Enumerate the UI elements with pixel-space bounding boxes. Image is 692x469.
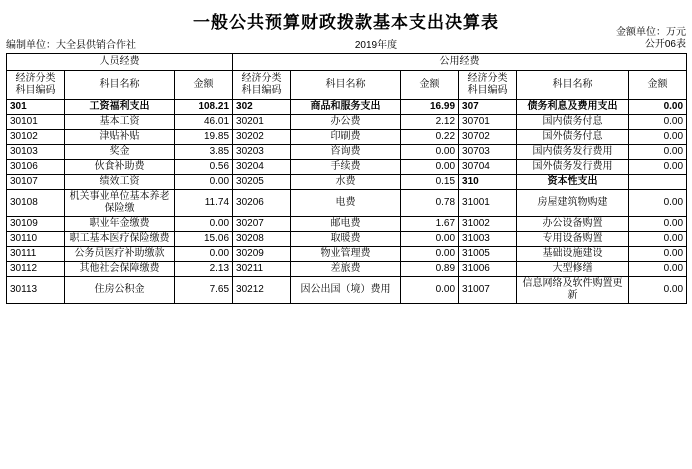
fiscal-year: 2019年度 — [354, 40, 398, 51]
cell-c4: 30208 — [233, 232, 291, 247]
cell-c6: 0.78 — [401, 190, 459, 217]
cell-c3: 19.85 — [175, 130, 233, 145]
cell-c6: 0.00 — [401, 247, 459, 262]
amount-unit: 金额单位：万元 — [616, 27, 686, 38]
cell-c1: 30102 — [7, 130, 65, 145]
cell-c3: 11.74 — [175, 190, 233, 217]
col-head-code-2 — [233, 71, 291, 100]
table-row — [7, 130, 687, 145]
cell-c1: 30107 — [7, 175, 65, 190]
cell-c5: 办公费 — [291, 115, 401, 130]
cell-c7: 30701 — [459, 115, 517, 130]
table-row — [7, 232, 687, 247]
cell-c2: 住房公积金 — [65, 277, 175, 304]
cell-c6: 0.00 — [401, 232, 459, 247]
cell-c1: 30113 — [7, 277, 65, 304]
cell-c3: 0.00 — [175, 247, 233, 262]
table-row — [7, 262, 687, 277]
table-code: 公开06表 — [644, 39, 686, 50]
cell-c1: 30101 — [7, 115, 65, 130]
col-head-code-1-line1: 经济分类 — [15, 73, 56, 84]
cell-c3: 108.21 — [175, 100, 233, 115]
col-head-code-2-line1: 经济分类 — [241, 73, 282, 84]
col-head-amount-2: 金额 — [401, 71, 459, 100]
cell-c4: 302 — [233, 100, 291, 115]
cell-c8: 资本性支出 — [517, 175, 629, 190]
table-row — [7, 247, 687, 262]
cell-c7: 31006 — [459, 262, 517, 277]
col-head-amount-3: 金额 — [629, 71, 687, 100]
group-header-row — [7, 54, 687, 71]
page-title: 一般公共预算财政拨款基本支出决算表 — [193, 13, 499, 32]
cell-c7: 31007 — [459, 277, 517, 304]
group-header-public: 公用经费 — [233, 54, 687, 71]
cell-c2: 工资福利支出 — [65, 100, 175, 115]
cell-c8: 信息网络及软件购置更新 — [517, 277, 629, 304]
cell-c5: 取暖费 — [291, 232, 401, 247]
cell-c8: 大型修缮 — [517, 262, 629, 277]
cell-c1: 30108 — [7, 190, 65, 217]
cell-c6: 0.00 — [401, 277, 459, 304]
col-head-code-3-line2: 科目编码 — [467, 85, 508, 96]
cell-c9: 0.00 — [629, 130, 687, 145]
cell-c5: 商品和服务支出 — [291, 100, 401, 115]
cell-c3: 0.00 — [175, 175, 233, 190]
cell-c9: 0.00 — [629, 115, 687, 130]
cell-c2: 公务员医疗补助缴款 — [65, 247, 175, 262]
cell-c7: 31002 — [459, 217, 517, 232]
cell-c3: 7.65 — [175, 277, 233, 304]
meta-right — [616, 27, 686, 51]
cell-c8: 国外债务付息 — [517, 130, 629, 145]
cell-c1: 30110 — [7, 232, 65, 247]
cell-c4: 30204 — [233, 160, 291, 175]
budget-table — [6, 53, 687, 304]
cell-c2: 职工基本医疗保险缴费 — [65, 232, 175, 247]
cell-c9: 0.00 — [629, 145, 687, 160]
cell-c5: 水费 — [291, 175, 401, 190]
cell-c2: 绩效工资 — [65, 175, 175, 190]
cell-c5: 因公出国（境）费用 — [291, 277, 401, 304]
cell-c6: 0.89 — [401, 262, 459, 277]
table-row — [7, 115, 687, 130]
cell-c3: 0.56 — [175, 160, 233, 175]
cell-c7: 31005 — [459, 247, 517, 262]
cell-c9: 0.00 — [629, 232, 687, 247]
cell-c7: 30704 — [459, 160, 517, 175]
cell-c7: 31001 — [459, 190, 517, 217]
cell-c7: 30703 — [459, 145, 517, 160]
cell-c3: 15.06 — [175, 232, 233, 247]
cell-c4: 30205 — [233, 175, 291, 190]
table-row — [7, 145, 687, 160]
cell-c9: 0.00 — [629, 247, 687, 262]
cell-c8: 国内债务发行费用 — [517, 145, 629, 160]
table-row — [7, 175, 687, 190]
cell-c7: 30702 — [459, 130, 517, 145]
cell-c3: 3.85 — [175, 145, 233, 160]
cell-c6: 0.00 — [401, 145, 459, 160]
cell-c5: 电费 — [291, 190, 401, 217]
cell-c9 — [629, 175, 687, 190]
cell-c9: 0.00 — [629, 160, 687, 175]
col-head-code-1 — [7, 71, 65, 100]
col-head-code-3-line1: 经济分类 — [467, 73, 508, 84]
cell-c2: 机关事业单位基本养老保险缴 — [65, 190, 175, 217]
cell-c4: 30203 — [233, 145, 291, 160]
cell-c3: 0.00 — [175, 217, 233, 232]
table-row — [7, 277, 687, 304]
col-head-name-3: 科目名称 — [517, 71, 629, 100]
cell-c6: 0.15 — [401, 175, 459, 190]
cell-c5: 印刷费 — [291, 130, 401, 145]
cell-c6: 0.00 — [401, 160, 459, 175]
cell-c1: 30111 — [7, 247, 65, 262]
cell-c9: 0.00 — [629, 217, 687, 232]
col-head-code-2-line2: 科目编码 — [241, 85, 282, 96]
cell-c5: 手续费 — [291, 160, 401, 175]
cell-c8: 债务利息及费用支出 — [517, 100, 629, 115]
cell-c9: 0.00 — [629, 100, 687, 115]
group-header-personnel: 人员经费 — [7, 54, 233, 71]
column-header-row — [7, 71, 687, 100]
cell-c5: 邮电费 — [291, 217, 401, 232]
cell-c9: 0.00 — [629, 190, 687, 217]
cell-c2: 伙食补助费 — [65, 160, 175, 175]
cell-c9: 0.00 — [629, 277, 687, 304]
cell-c6: 2.12 — [401, 115, 459, 130]
cell-c1: 30109 — [7, 217, 65, 232]
cell-c8: 国内债务付息 — [517, 115, 629, 130]
cell-c1: 30112 — [7, 262, 65, 277]
cell-c1: 30103 — [7, 145, 65, 160]
cell-c5: 咨询费 — [291, 145, 401, 160]
col-head-name-1: 科目名称 — [65, 71, 175, 100]
cell-c4: 30206 — [233, 190, 291, 217]
cell-c6: 1.67 — [401, 217, 459, 232]
col-head-code-1-line2: 科目编码 — [15, 85, 56, 96]
cell-c1: 301 — [7, 100, 65, 115]
cell-c4: 30211 — [233, 262, 291, 277]
cell-c8: 房屋建筑物购建 — [517, 190, 629, 217]
cell-c3: 2.13 — [175, 262, 233, 277]
table-row — [7, 190, 687, 217]
cell-c9: 0.00 — [629, 262, 687, 277]
col-head-name-2: 科目名称 — [291, 71, 401, 100]
cell-c6: 16.99 — [401, 100, 459, 115]
cell-c8: 基础设施建设 — [517, 247, 629, 262]
cell-c4: 30201 — [233, 115, 291, 130]
cell-c7: 307 — [459, 100, 517, 115]
cell-c7: 31003 — [459, 232, 517, 247]
cell-c7: 310 — [459, 175, 517, 190]
cell-c5: 物业管理费 — [291, 247, 401, 262]
table-head — [7, 54, 687, 100]
col-head-code-3 — [459, 71, 517, 100]
cell-c2: 津贴补贴 — [65, 130, 175, 145]
cell-c6: 0.22 — [401, 130, 459, 145]
table-body — [7, 100, 687, 304]
cell-c8: 办公设备购置 — [517, 217, 629, 232]
cell-c4: 30212 — [233, 277, 291, 304]
table-row — [7, 217, 687, 232]
col-head-amount-1: 金额 — [175, 71, 233, 100]
compiling-unit: 编制单位：大全县供销合作社 — [6, 40, 136, 51]
cell-c8: 专用设备购置 — [517, 232, 629, 247]
cell-c4: 30209 — [233, 247, 291, 262]
cell-c2: 奖金 — [65, 145, 175, 160]
document-page — [0, 8, 692, 469]
cell-c3: 46.01 — [175, 115, 233, 130]
cell-c5: 差旅费 — [291, 262, 401, 277]
cell-c4: 30202 — [233, 130, 291, 145]
cell-c2: 其他社会保障缴费 — [65, 262, 175, 277]
meta-row — [6, 27, 686, 51]
table-row — [7, 160, 687, 175]
cell-c1: 30106 — [7, 160, 65, 175]
cell-c8: 国外债务发行费用 — [517, 160, 629, 175]
table-row — [7, 100, 687, 115]
cell-c4: 30207 — [233, 217, 291, 232]
cell-c2: 基本工资 — [65, 115, 175, 130]
cell-c2: 职业年金缴费 — [65, 217, 175, 232]
